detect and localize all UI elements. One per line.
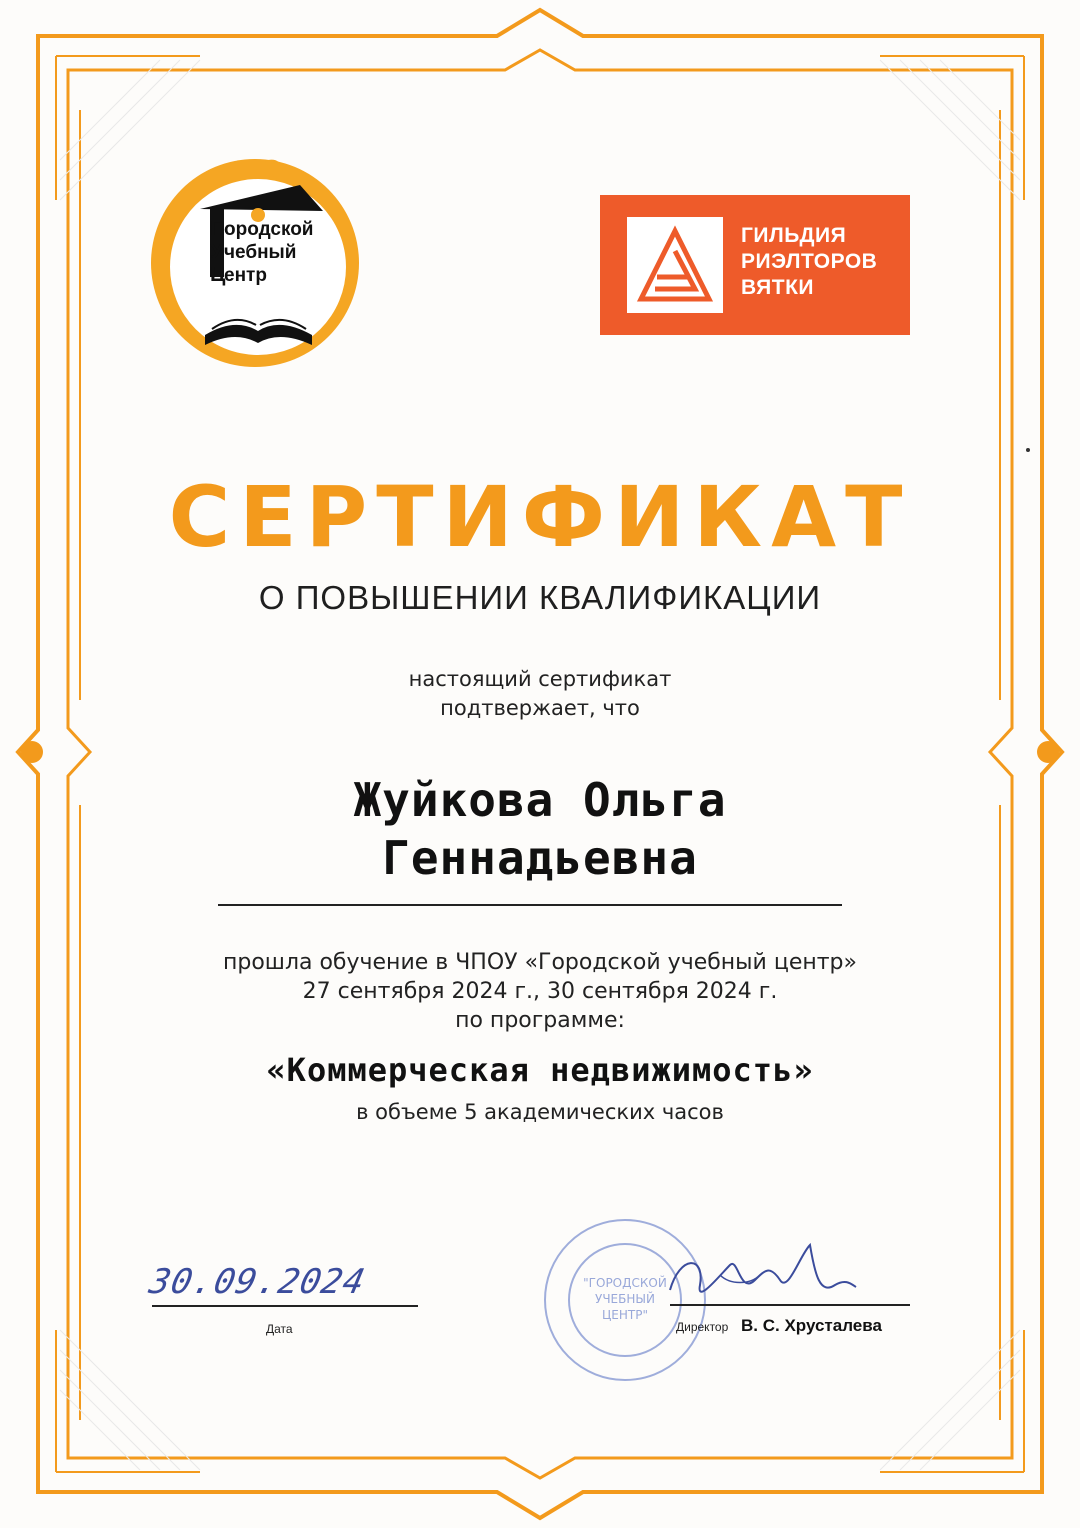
hours-text: в объеме 5 академических часов [356,1100,724,1124]
guc-logo-line [210,264,340,287]
guild-line: РИЭЛТОРОВ [741,250,878,273]
recipient-name-line: Жуйкова Ольга [353,773,727,827]
stamp-line: ЦЕНТР" [601,1308,649,1322]
confirm-text [0,665,1080,723]
guc-rest: ородской [224,219,314,240]
director-signature [660,1235,860,1315]
guc-rest: чебный [224,242,297,263]
stamp-line: "ГОРОДСКОЙ [583,1276,667,1290]
guild-line: ВЯТКИ [741,276,814,299]
guc-logo-line [210,241,340,264]
recipient-name [0,771,1080,887]
director-label: Директор [676,1320,729,1334]
study-line: прошла обучение в ЧПОУ «Городской учебный центр» [223,950,857,975]
study-line: 27 сентября 2024 г., 30 сентября 2024 г. [302,979,778,1004]
date-underline [152,1305,418,1307]
certificate-title: СЕРТИФИКАТ [168,468,912,566]
guild-mark-icon [627,217,723,313]
program-title: «Коммерческая недвижимость» [266,1051,814,1089]
guc-logo-line [210,218,340,241]
guc-logo-text [210,218,340,287]
confirm-line: настоящий сертификат [408,667,672,691]
name-underline [218,904,842,906]
date-label: Дата [266,1322,293,1336]
study-text [0,948,1080,1035]
guc-cap: Г [210,217,222,240]
guc-cap: У [210,240,224,263]
handwritten-date: 30.09.2024 [145,1262,369,1302]
guild-logo [600,195,910,335]
director-name: В. С. Хрусталева [741,1316,882,1335]
guc-rest: ентр [224,265,267,286]
guild-logo-text [741,223,906,301]
recipient-name-line: Геннадьевна [382,831,698,885]
certificate-subtitle: О ПОВЫШЕНИИ КВАЛИФИКАЦИИ [258,579,822,616]
stamp-line: УЧЕБНЫЙ [595,1292,655,1306]
study-line: по программе: [455,1008,625,1033]
signature-underline [670,1304,910,1306]
guc-cap: Ц [210,263,226,286]
confirm-line: подтвержает, что [440,696,640,720]
guild-line: ГИЛЬДИЯ [741,224,847,247]
